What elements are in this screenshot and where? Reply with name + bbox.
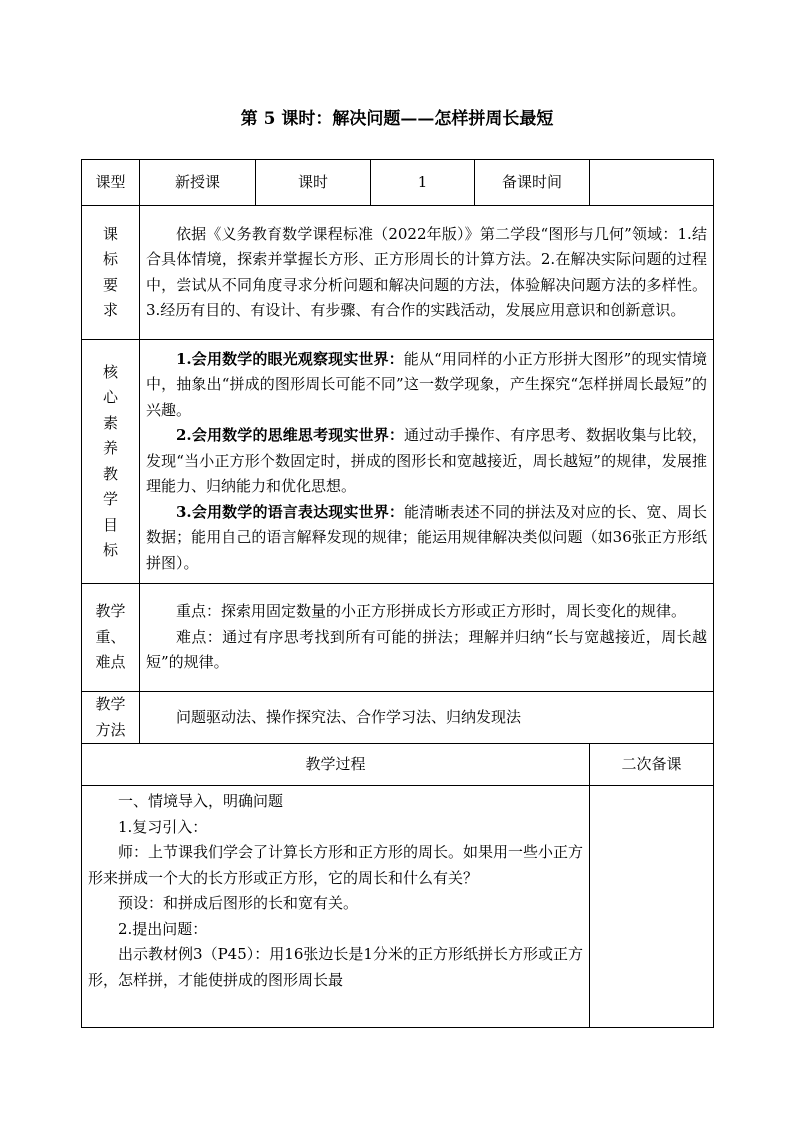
process-header-row xyxy=(82,744,714,786)
literacy-item-1: 1.会用数学的眼光观察现实世界：能从“用同样的小正方形拼大图形”的现实情境中，抽象出“拼成的图形周长可能不同”这一数学现象，产生探究“怎样拼周长最短”的兴趣。 xyxy=(146,349,707,419)
process-paragraph: 出示教材例3（P45）：用16张边长是1分米的正方形纸拼长方形或正方形，怎样拼，才能使拼成的图形周长最 xyxy=(88,945,583,989)
process-body-row xyxy=(82,786,714,1028)
key-points-row xyxy=(82,584,714,692)
period-label: 课时 xyxy=(256,160,371,206)
methods-label: 教学 方法 xyxy=(82,692,140,744)
key-points-text-cell xyxy=(140,584,714,692)
literacy-item-3: 3.会用数学的语言表达现实世界：能清晰表述不同的拼法及对应的长、宽、周长数据；能用自己的语言解释发现的规律；能运用规律解决类似问题（如36张正方形纸拼图）。 xyxy=(146,502,707,572)
type-label: 课型 xyxy=(82,160,140,206)
process-body xyxy=(82,786,590,1028)
methods-text: 问题驱动法、操作探究法、合作学习法、归纳发现法 xyxy=(176,707,522,726)
lesson-plan-table xyxy=(81,159,714,1028)
standards-text-cell xyxy=(140,206,714,340)
second-prep-cell xyxy=(590,786,714,1028)
process-paragraph: 一、情境导入，明确问题 xyxy=(118,792,284,810)
literacy-row xyxy=(82,340,714,584)
methods-text-cell xyxy=(140,692,714,744)
process-paragraph: 1.复习引入： xyxy=(118,817,208,836)
page-title: 第 5 课时：解决问题——怎样拼周长最短 xyxy=(240,109,554,129)
process-paragraph: 预设：和拼成后图形的长和宽有关。 xyxy=(118,894,359,912)
prep-time-label: 备课时间 xyxy=(475,160,590,206)
process-paragraph: 2.提出问题： xyxy=(118,919,208,938)
literacy-item-2: 2.会用数学的思维思考现实世界：通过动手操作、有序思考、数据收集与比较，发现“当小正方形个数固定时，拼成的图形长和宽越接近，周长越短”的规律，发展推理能力、归纳能力和优化思想。 xyxy=(146,426,707,496)
standards-label: 课 标 要 求 xyxy=(82,206,140,340)
methods-row xyxy=(82,692,714,744)
prep-time-value xyxy=(590,160,714,206)
literacy-label: 核 心 素 养 教 学 目 标 xyxy=(82,340,140,584)
standards-row xyxy=(82,206,714,340)
key-point-text: 重点：探索用固定数量的小正方形拼成长方形或正方形时，周长变化的规律。 xyxy=(176,602,687,621)
period-value: 1 xyxy=(371,160,475,206)
header-row xyxy=(82,160,714,206)
literacy-text-cell xyxy=(140,340,714,584)
standards-text: 依据《义务教育数学课程标准（2022年版）》第二学段“图形与几何”领域：1.结合具体情境，探索并掌握长方形、正方形周长的计算方法。2.在解决实际问题的过程中，尝试从不同角度寻求分析问题和解决问题的方法，体验解决问题方法的多样性。3.经历有目的、有设计、有步骤、有合作的实践活动，发展应用意识和创新意识。 xyxy=(146,224,707,319)
key-points-label: 教学 重、 难点 xyxy=(82,584,140,692)
type-value: 新授课 xyxy=(140,160,256,206)
second-prep-header: 二次备课 xyxy=(590,744,714,786)
process-paragraph: 师：上节课我们学会了计算长方形和正方形的周长。如果用一些小正方形来拼成一个大的长方形或正方形，它的周长和什么有关？ xyxy=(88,843,584,887)
difficult-point-text: 难点：通过有序思考找到所有可能的拼法；理解并归纳“长与宽越接近，周长越短”的规律。 xyxy=(146,627,707,672)
process-header: 教学过程 xyxy=(82,744,590,786)
